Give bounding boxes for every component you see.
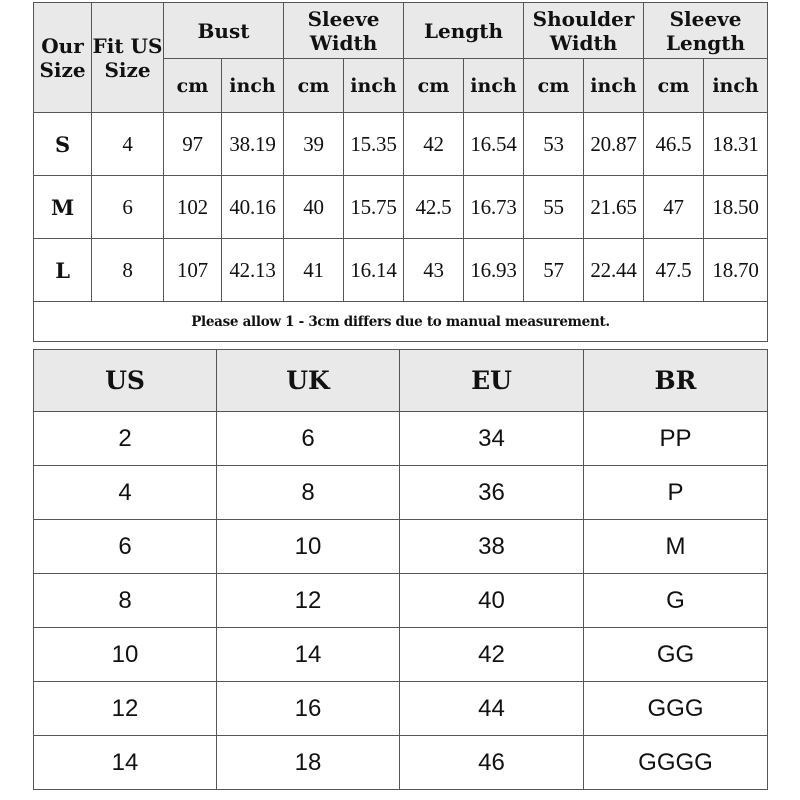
header-our-size: Our Size [34, 3, 92, 113]
header-bust: Bust [164, 3, 284, 59]
unit-inch: inch [704, 59, 768, 113]
size-cell: S [34, 113, 92, 176]
table-cell: 107 [164, 239, 222, 302]
table-cell: 40.16 [222, 176, 284, 239]
unit-cm: cm [524, 59, 584, 113]
header-length: Length [404, 3, 524, 59]
table-cell: 6 [217, 412, 400, 466]
table-cell: 16.14 [344, 239, 404, 302]
table-cell: GGGG [584, 736, 768, 790]
table-cell: 38.19 [222, 113, 284, 176]
table-cell: 21.65 [584, 176, 644, 239]
table-cell: 44 [400, 682, 584, 736]
table-cell: 97 [164, 113, 222, 176]
table-cell: 38 [400, 520, 584, 574]
table-cell: 34 [400, 412, 584, 466]
size-conversion-table [33, 349, 768, 790]
table-row [34, 466, 768, 520]
table-cell: 55 [524, 176, 584, 239]
table-cell: 10 [217, 520, 400, 574]
table-cell: 12 [217, 574, 400, 628]
table-cell: 6 [92, 176, 164, 239]
table-cell: 43 [404, 239, 464, 302]
table-cell: 18 [217, 736, 400, 790]
table-cell: 18.31 [704, 113, 768, 176]
table-cell: 8 [217, 466, 400, 520]
unit-cm: cm [644, 59, 704, 113]
table-cell: 42.5 [404, 176, 464, 239]
table-cell: 12 [34, 682, 217, 736]
header-sleeve-length: Sleeve Length [644, 3, 768, 59]
note-row [34, 302, 768, 342]
header-eu: EU [400, 350, 584, 412]
table-cell: 4 [34, 466, 217, 520]
table-cell: 8 [34, 574, 217, 628]
table-cell: 14 [217, 628, 400, 682]
header-us: US [34, 350, 217, 412]
size-cell: M [34, 176, 92, 239]
table-row [34, 412, 768, 466]
unit-cm: cm [164, 59, 222, 113]
unit-inch: inch [584, 59, 644, 113]
header-sleeve-width: Sleeve Width [284, 3, 404, 59]
measurement-note: Please allow 1 - 3cm differs due to manual measurement. [34, 302, 768, 342]
table-cell: 40 [400, 574, 584, 628]
table-cell: 41 [284, 239, 344, 302]
table-cell: 47 [644, 176, 704, 239]
unit-inch: inch [464, 59, 524, 113]
table-row [34, 113, 768, 176]
table-cell: PP [584, 412, 768, 466]
table-cell: 8 [92, 239, 164, 302]
table-row [34, 520, 768, 574]
header-uk: UK [217, 350, 400, 412]
table-row [34, 682, 768, 736]
header-fit-us-size: Fit US Size [92, 3, 164, 113]
table-cell: M [584, 520, 768, 574]
table-cell: 15.35 [344, 113, 404, 176]
conversion-header-row [34, 350, 768, 412]
unit-inch: inch [344, 59, 404, 113]
table-cell: 42.13 [222, 239, 284, 302]
size-cell: L [34, 239, 92, 302]
table-cell: 15.75 [344, 176, 404, 239]
table-cell: GG [584, 628, 768, 682]
table-cell: 46 [400, 736, 584, 790]
header-row-primary [34, 3, 768, 59]
table-cell: 16.54 [464, 113, 524, 176]
table-cell: 46.5 [644, 113, 704, 176]
table-cell: 6 [34, 520, 217, 574]
table-cell: G [584, 574, 768, 628]
table-cell: 57 [524, 239, 584, 302]
unit-cm: cm [284, 59, 344, 113]
table-row [34, 736, 768, 790]
table-row [34, 239, 768, 302]
table-cell: 42 [400, 628, 584, 682]
table-cell: 102 [164, 176, 222, 239]
table-cell: GGG [584, 682, 768, 736]
table-cell: 18.70 [704, 239, 768, 302]
table-cell: 47.5 [644, 239, 704, 302]
table-row [34, 176, 768, 239]
header-br: BR [584, 350, 768, 412]
header-shoulder-width: Shoulder Width [524, 3, 644, 59]
table-cell: 16.73 [464, 176, 524, 239]
table-cell: 4 [92, 113, 164, 176]
table-cell: 10 [34, 628, 217, 682]
table-cell: 14 [34, 736, 217, 790]
unit-cm: cm [404, 59, 464, 113]
size-measurement-table [33, 2, 768, 342]
table-cell: 53 [524, 113, 584, 176]
table-cell: 22.44 [584, 239, 644, 302]
table-cell: 42 [404, 113, 464, 176]
table-cell: 18.50 [704, 176, 768, 239]
table-cell: P [584, 466, 768, 520]
table-row [34, 628, 768, 682]
table-cell: 16.93 [464, 239, 524, 302]
table-cell: 16 [217, 682, 400, 736]
table-cell: 20.87 [584, 113, 644, 176]
table-cell: 2 [34, 412, 217, 466]
table-row [34, 574, 768, 628]
table-cell: 36 [400, 466, 584, 520]
table-cell: 40 [284, 176, 344, 239]
table-cell: 39 [284, 113, 344, 176]
unit-inch: inch [222, 59, 284, 113]
